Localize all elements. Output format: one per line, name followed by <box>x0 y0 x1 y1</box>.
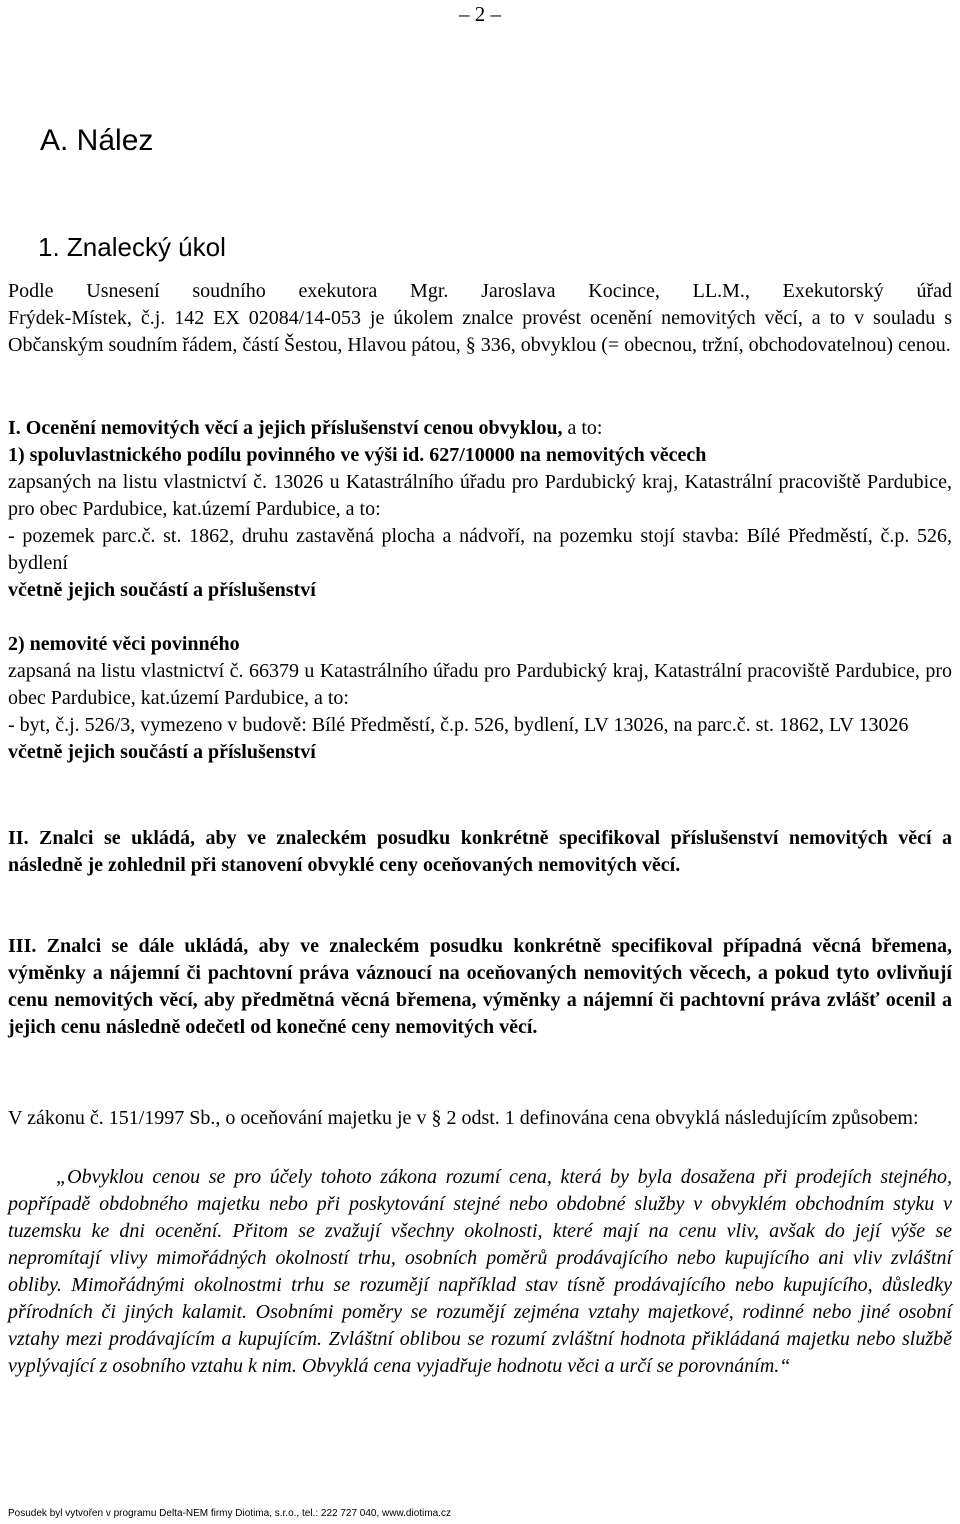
footer-note: Posudek byl vytvořen v programu Delta-NEM firmy Diotima, s.r.o., tel.: 222 727 040, www.diotima.cz <box>8 1508 451 1519</box>
item1-inclusion: včetně jejich součástí a příslušenství <box>8 579 316 601</box>
item1-title: 1) spoluvlastnického podílu povinného ve výši id. 627/10000 na nemovitých věcech <box>8 444 707 466</box>
section-3: III. Znalci se dále ukládá, aby ve znaleckém posudku konkrétně specifikoval případná věcná břemena, výměnky a nájemní či pachtovní práva váznoucí na oceňovaných nemovitých věcech, a pokud tyto ovlivňují cenu nemovitých věcí, aby předmětná věcná břemena, výměnky a nájemní či pachtovní práva zvlášť ocenil a jejich cenu následně odečetl od konečné ceny nemovitých věcí. <box>8 935 952 1038</box>
item1-text: zapsaných na listu vlastnictví č. 13026 u Katastrálního úřadu pro Pardubický kraj, Katastrální pracoviště Pardubice, pro obec Pardubice, kat.území Pardubice, a to: <box>8 471 952 520</box>
item2-inclusion: včetně jejich součástí a příslušenství <box>8 741 316 763</box>
section1-title-rest: a to: <box>562 417 603 439</box>
section-2: II. Znalci se ukládá, aby ve znaleckém posudku konkrétně specifikoval příslušenství nemovitých věcí a následně je zohlednil při stanovení obvyklé ceny oceňovaných nemovitých věcí. <box>8 827 952 876</box>
item1-detail: - pozemek parc.č. st. 1862, druhu zastavěná plocha a nádvoří, na pozemku stojí stavba: Bílé Předměstí, č.p. 526, bydlení <box>8 525 952 574</box>
page-number: – 2 – <box>459 2 501 26</box>
item2-detail: - byt, č.j. 526/3, vymezeno v budově: Bílé Předměstí, č.p. 526, bydlení, LV 13026, na parc.č. st. 1862, LV 13026 <box>8 714 909 736</box>
valuation-section-1 <box>8 415 952 766</box>
law-reference: V zákonu č. 151/1997 Sb., o oceňování majetku je v § 2 odst. 1 definována cena obvyklá následujícím způsobem: <box>8 1107 919 1129</box>
subheading-expert-task: 1. Znalecký úkol <box>38 232 226 262</box>
item2-title: 2) nemovité věci povinného <box>8 633 240 655</box>
intro-rest: Frýdek-Místek, č.j. 142 EX 02084/14-053 je úkolem znalce provést ocenění nemovitých věcí, a to v souladu s Občanským soudním řádem, částí Šestou, Hlavou pátou, § 336, obvyklou (= obecnou, tržní, obchodovatelnou) cenou. <box>8 307 952 356</box>
intro-paragraph <box>8 278 952 359</box>
item2-text: zapsaná na listu vlastnictví č. 66379 u Katastrálního úřadu pro Pardubický kraj, Katastrální pracoviště Pardubice, pro obec Pardubice, kat.území Pardubice, a to: <box>8 660 952 709</box>
intro-first-line: Podle Usnesení soudního exekutora Mgr. Jaroslava Kocince, LL.M., Exekutorský úřad <box>8 280 952 302</box>
section1-title <box>8 415 952 442</box>
section1-title-bold: I. Ocenění nemovitých věcí a jejich příslušenství cenou obvyklou, <box>8 417 563 439</box>
law-quote: „Obvyklou cenou se pro účely tohoto zákona rozumí cena, která by byla dosažena při prodejích stejného, popřípadě obdobného majetku nebo při poskytování stejné nebo obdobné služby v obvyklém obchodním styku v tuzemsku ke dni ocenění. Přitom se zvažují všechny okolnosti, které mají na cenu vliv, avšak do její výše se nepromítají vlivy mimořádných okolností trhu, osobních poměrů prodávajícího nebo kupujícího ani vliv zvláštní obliby. Mimořádnými okolnostmi trhu se rozumějí například stav tísně prodávajícího nebo kupujícího, důsledky přírodních či jiných kalamit. Osobními poměry se rozumějí zejména vztahy majetkové, rodinné nebo jiné osobní vztahy mezi prodávajícím a kupujícím. Zvláštní oblibou se rozumí zvláštní hodnota přikládaná majetku nebo službě vyplývající z osobního vztahu k nim. Obvyklá cena vyjadřuje hodnotu věci a určí se porovnáním.“ <box>8 1166 952 1377</box>
section-heading-findings: A. Nález <box>40 124 154 157</box>
